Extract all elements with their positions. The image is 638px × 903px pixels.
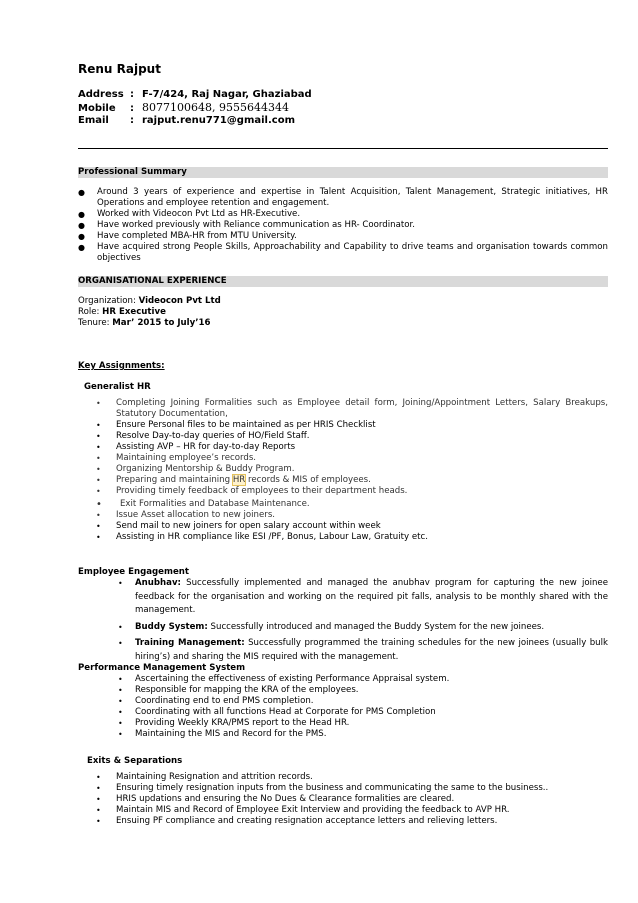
email-value: rajput.renu771@gmail.com — [142, 115, 295, 126]
tenure-label: Tenure: — [78, 318, 110, 328]
role-label: Role: — [78, 307, 100, 317]
address-label: Address — [78, 89, 124, 100]
bullet-icon: • — [96, 476, 101, 485]
candidate-name: Renu Rajput — [78, 62, 161, 76]
engagement-item: • Anubhav: Successfully implemented and managed the anubhav program for capturing the new joinee feedback for the organisation and working on the required pit falls, analysis to be monthly shared with the management. — [118, 578, 608, 615]
bullet-icon: • — [96, 795, 101, 804]
exits-item: • Ensuing PF compliance and creating resignation acceptance letters and relieving letters. — [96, 816, 498, 826]
generalist-item: • Assisting AVP – HR for day-to-day Reports — [96, 442, 296, 452]
exits-item: • Maintaining Resignation and attrition records. — [96, 772, 313, 782]
summary-item: ● Around 3 years of experience and expertise in Talent Acquisition, Talent Management, Strategic initiatives, HR Operations and employee retention and engagement. — [78, 187, 608, 208]
bullet-icon: • — [96, 432, 101, 441]
email-line — [78, 114, 295, 127]
summary-item: ● Worked with Videocon Pvt Ltd as HR-Executive. — [78, 209, 301, 219]
summary-item: ● Have completed MBA-HR from MTU University. — [78, 231, 297, 241]
address-line — [78, 88, 312, 101]
bullet-icon: • — [96, 522, 101, 531]
generalist-item: • Issue Asset allocation to new joiners. — [96, 510, 276, 520]
bullet-icon: • — [118, 708, 123, 717]
generalist-item: • Assisting in HR compliance like ESI /PF, Bonus, Labour Law, Gratuity etc. — [96, 532, 428, 542]
exits-item: • HRIS updations and ensuring the No Dues & Clearance formalities are cleared. — [96, 794, 455, 804]
generalist-item: • Providing timely feedback of employees to their department heads. — [96, 486, 408, 496]
tenure-value: Mar’ 2015 to July’16 — [112, 318, 211, 328]
exits-item: • Ensuring timely resignation inputs from the business and communicating the same to the business.. — [96, 783, 549, 793]
bullet-icon: • — [96, 773, 101, 782]
organization-value: Videocon Pvt Ltd — [138, 296, 221, 306]
engagement-item: • Buddy System: Successfully introduced and managed the Buddy System for the new joinees. — [118, 621, 608, 635]
generalist-item: • Organizing Mentorship & Buddy Program. — [96, 464, 295, 474]
address-value: F-7/424, Raj Nagar, Ghaziabad — [142, 89, 312, 100]
summary-item: ● Have worked previously with Reliance communication as HR- Coordinator. — [78, 220, 415, 230]
generalist-item: • Maintaining employee’s records. — [96, 453, 257, 463]
bullet-icon: ● — [78, 221, 85, 230]
bullet-icon: • — [118, 719, 123, 728]
exits-list — [96, 772, 608, 827]
bullet-icon: • — [96, 487, 101, 496]
generalist-item: • Resolve Day-to-day queries of HO/Field Staff. — [96, 431, 310, 441]
generalist-list — [96, 398, 608, 543]
bullet-icon: • — [96, 806, 101, 815]
generalist-item: • Exit Formalities and Database Maintenance. — [96, 499, 310, 510]
summary-heading: Professional Summary — [78, 167, 608, 178]
engagement-list — [118, 577, 608, 664]
bullet-icon: • — [96, 817, 101, 826]
bullet-icon: • — [118, 730, 123, 739]
bullet-icon: • — [118, 697, 123, 706]
bullet-icon: • — [118, 686, 123, 695]
bullet-icon: • — [118, 639, 123, 648]
email-separator: : — [130, 115, 134, 126]
generalist-item: • Completing Joining Formalities such as Employee detail form, Joining/Appointment Letters, Salary Breakups, Statutory Documentation, — [96, 398, 608, 419]
generalist-item: • Preparing and maintaining HR records & MIS of employees. — [96, 475, 371, 485]
bullet-icon: • — [96, 533, 101, 542]
engagement-heading: Employee Engagement — [78, 567, 190, 577]
exits-heading: Exits & Separations — [87, 756, 183, 766]
performance-item: • Coordinating end to end PMS completion. — [118, 696, 314, 706]
exits-item: • Maintain MIS and Record of Employee Exit Interview and providing the feedback to AVP HR. — [96, 805, 510, 815]
bullet-icon: • — [96, 443, 101, 452]
role-value: HR Executive — [102, 307, 166, 317]
performance-item: • Coordinating with all functions Head at Corporate for PMS Completion — [118, 707, 436, 717]
performance-list — [118, 674, 608, 740]
key-assignments-heading: Key Assignments: — [78, 361, 165, 371]
bullet-icon: ● — [78, 232, 85, 241]
highlighted-word: HR — [232, 475, 246, 485]
performance-item: • Maintaining the MIS and Record for the PMS. — [118, 729, 327, 739]
mobile-separator: : — [130, 103, 134, 114]
address-separator: : — [130, 89, 134, 100]
bullet-icon: • — [96, 421, 101, 430]
mobile-line — [78, 101, 289, 115]
performance-item: • Ascertaining the effectiveness of existing Performance Appraisal system. — [118, 674, 450, 684]
bullet-icon: • — [96, 499, 102, 510]
bullet-icon: • — [96, 399, 101, 408]
performance-item: • Providing Weekly KRA/PMS report to the Head HR. — [118, 718, 350, 728]
bullet-icon: • — [96, 465, 101, 474]
summary-list — [78, 187, 608, 264]
mobile-label: Mobile — [78, 103, 116, 114]
engagement-item: • Training Management: Successfully programmed the training schedules for the new joinees (usually bulk hiring’s) and sharing the MIS required with the management. — [118, 638, 608, 662]
role-line — [78, 307, 166, 318]
experience-heading: ORGANISATIONAL EXPERIENCE — [78, 276, 608, 287]
organization-line — [78, 296, 221, 307]
bullet-icon: • — [96, 454, 101, 463]
summary-item: ● Have acquired strong People Skills, Approachability and Capability to drive teams and organisation towards common objectives — [78, 242, 608, 263]
email-label: Email — [78, 115, 109, 126]
bullet-icon: ● — [78, 188, 85, 197]
performance-item: • Responsible for mapping the KRA of the employees. — [118, 685, 359, 695]
tenure-line — [78, 318, 210, 329]
mobile-value: 8077100648, 9555644344 — [142, 101, 289, 114]
bullet-icon: ● — [78, 210, 85, 219]
organization-label: Organization: — [78, 296, 136, 306]
bullet-icon: • — [118, 579, 123, 588]
bullet-icon: • — [96, 511, 101, 520]
bullet-icon: • — [96, 784, 101, 793]
performance-heading: Performance Management System — [78, 663, 246, 673]
bullet-icon: ● — [78, 243, 85, 252]
bullet-icon: • — [118, 622, 123, 632]
generalist-item: • Ensure Personal files to be maintained as per HRIS Checklist — [96, 420, 376, 430]
generalist-heading: Generalist HR — [84, 382, 151, 392]
generalist-item: • Send mail to new joiners for open salary account within week — [96, 521, 381, 531]
header-divider — [78, 148, 608, 149]
bullet-icon: • — [118, 675, 123, 684]
